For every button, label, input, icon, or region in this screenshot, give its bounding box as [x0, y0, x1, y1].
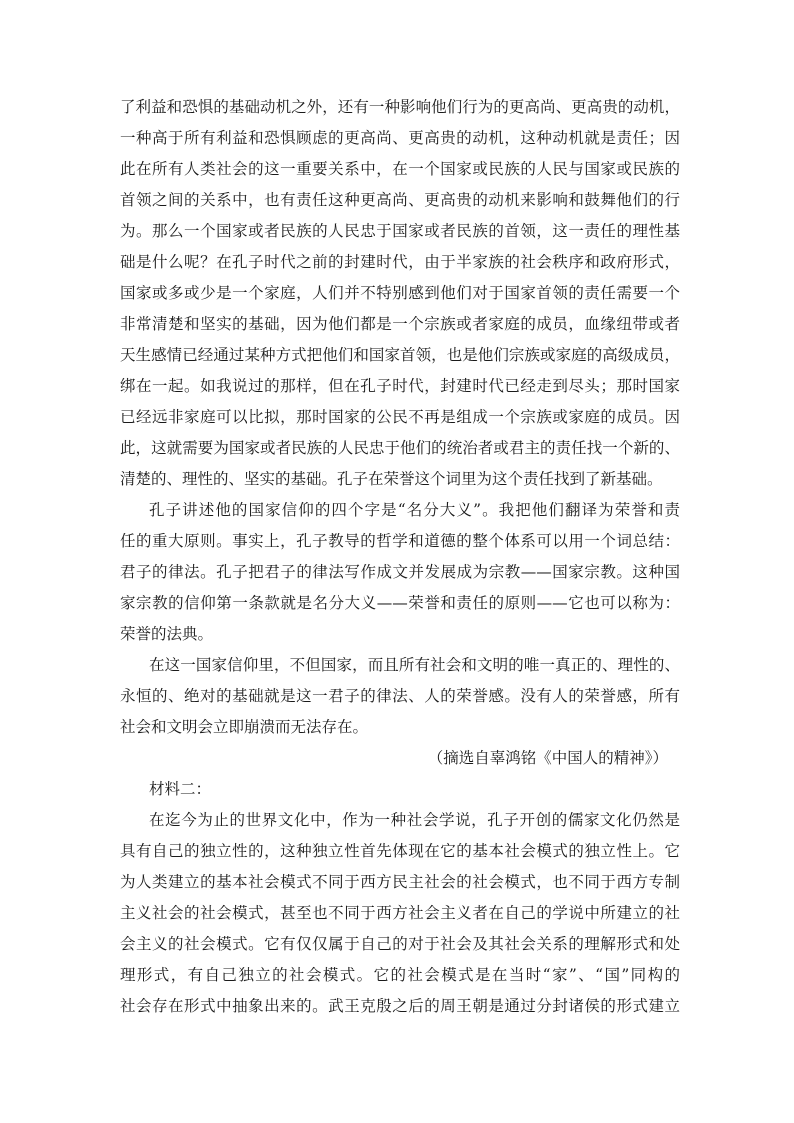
- section-heading: 材料二：: [149, 780, 212, 798]
- text-line: 此在所有人类社会的这一重要关系中，在一个国家或民族的人民与国家或民族的: [120, 160, 680, 178]
- text-line: 天生感情已经通过某种方式把他们和国家首领，也是他们宗族或家庭的高级成员，: [120, 346, 680, 364]
- text-line: 理形式，有自己独立的社会模式。它的社会模式是在当时“家”、“国”同构的: [120, 966, 680, 984]
- text-line: 础是什么呢？在孔子时代之前的封建时代，由于半家族的社会秩序和政府形式，: [120, 253, 680, 271]
- source-citation: （摘选自辜鸿铭《中国人的精神》）: [427, 749, 668, 767]
- text-line: 为人类建立的基本社会模式不同于西方民主社会的社会模式，也不同于西方专制: [120, 873, 680, 891]
- paragraph-3: [120, 650, 680, 743]
- text-line: 在这一国家信仰里，不但国家，而且所有社会和文明的唯一真正的、理性的、: [149, 656, 680, 674]
- text-line: 永恒的、绝对的基础就是这一君子的律法、人的荣誉感。没有人的荣誉感，所有: [120, 687, 680, 705]
- paragraph-2: [120, 495, 680, 650]
- text-line: 会主义的社会模式。它有仅仅属于自己的对于社会及其社会关系的理解形式和处: [120, 935, 680, 953]
- text-line: 社会和文明会立即崩溃而无法存在。: [120, 718, 369, 736]
- text-line: 社会存在形式中抽象出来的。武王克殷之后的周王朝是通过分封诸侯的形式建立: [120, 997, 680, 1015]
- text-line: 非常清楚和坚实的基础，因为他们都是一个宗族或者家庭的成员，血缘纽带或者: [120, 315, 680, 333]
- text-line: 主义社会的社会模式，甚至也不同于西方社会主义者在自己的学说中所建立的社: [120, 904, 680, 922]
- text-line: 绑在一起。如我说过的那样，但在孔子时代，封建时代已经走到尽头；那时国家: [120, 377, 680, 395]
- text-line: 为。那么一个国家或者民族的人民忠于国家或者民族的首领，这一责任的理性基: [120, 222, 680, 240]
- text-line: 君子的律法。孔子把君子的律法写作成文并发展成为宗教——国家宗教。这种国: [120, 563, 680, 581]
- text-line: 孔子讲述他的国家信仰的四个字是“名分大义”。我把他们翻译为荣誉和责: [149, 501, 680, 519]
- text-line: 首领之间的关系中，也有责任这种更高尚、更高贵的动机来影响和鼓舞他们的行: [120, 191, 680, 209]
- paragraph-material-two: [120, 805, 680, 1022]
- text-line: 一种高于所有利益和恐惧顾虑的更高尚、更高贵的动机，这种动机就是责任；因: [120, 129, 680, 147]
- text-line: 具有自己的独立性的，这种独立性首先体现在它的基本社会模式的独立性上。它: [120, 842, 680, 860]
- text-line: 在迄今为止的世界文化中，作为一种社会学说，孔子开创的儒家文化仍然是: [149, 811, 680, 829]
- text-line: 荣誉的法典。: [120, 625, 214, 643]
- text-line: 家宗教的信仰第一条款就是名分大义——荣誉和责任的原则——它也可以称为：: [120, 594, 680, 612]
- paragraph-1: [120, 92, 680, 495]
- text-line: 清楚的、理性的、坚实的基础。孔子在荣誉这个词里为这个责任找到了新基础。: [120, 470, 663, 488]
- document-page: [120, 92, 680, 1022]
- text-line: 任的重大原则。事实上，孔子教导的哲学和道德的整个体系可以用一个词总结：: [120, 532, 680, 550]
- text-line: 已经远非家庭可以比拟，那时国家的公民不再是组成一个宗族或家庭的成员。因: [120, 408, 680, 426]
- text-line: 此，这就需要为国家或者民族的人民忠于他们的统治者或君主的责任找一个新的、: [120, 439, 680, 457]
- text-line: 国家或多或少是一个家庭，人们并不特别感到他们对于国家首领的责任需要一个: [120, 284, 680, 302]
- text-line: 了利益和恐惧的基础动机之外，还有一种影响他们行为的更高尚、更高贵的动机，: [120, 98, 680, 116]
